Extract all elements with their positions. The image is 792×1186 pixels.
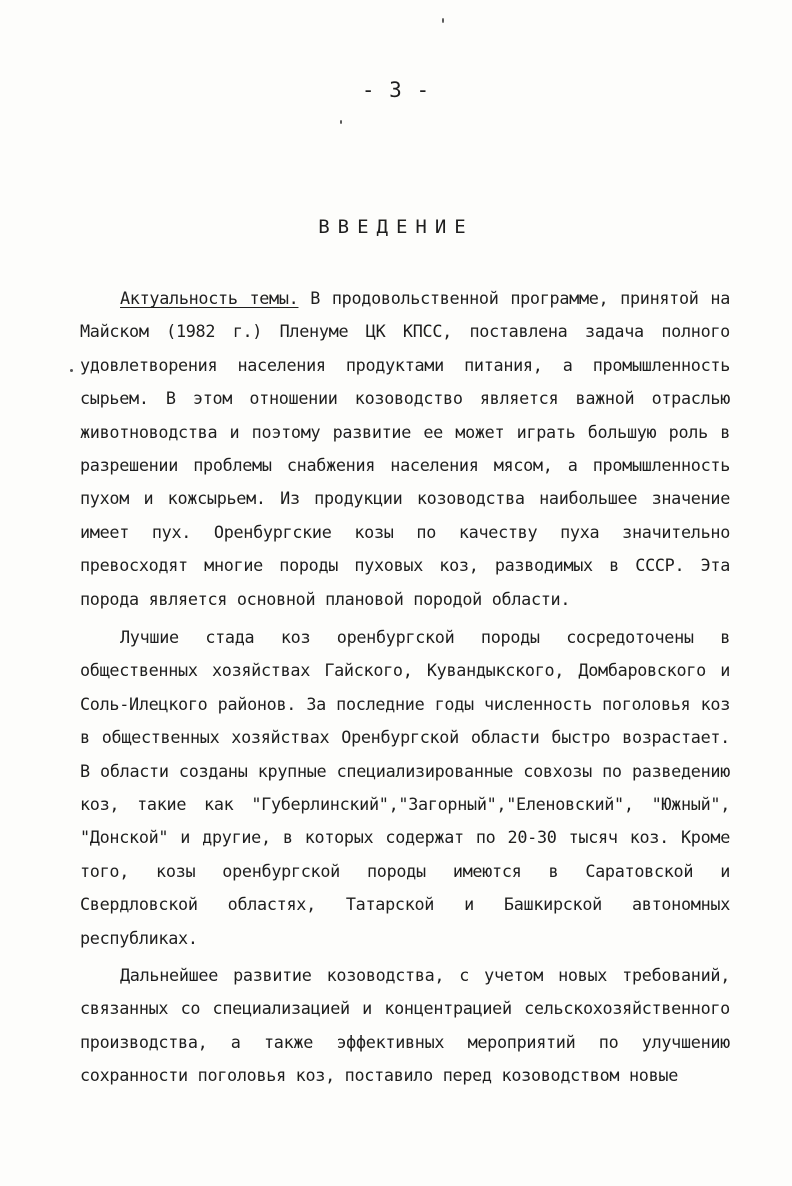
paragraph-development <box>80 959 730 1093</box>
scan-speck <box>70 369 73 372</box>
paragraph-text: Лучшие стада коз оренбургской породы сосредоточены в общественных хозяйствах Гайского, Кувандыкского, Домбаровского и Соль-Илецкого районов. За последние годы численность поголовья коз в общественных хозяйствах Оренбургской области быстро возрастает. В области созданы крупные специализированные совхозы по разведению коз, такие как "Губерлинский","Загорный","Еленовский", "Южный", "Донской" и другие, в которых содержат по 20-30 тысяч коз. Кроме того, козы оренбургской породы имеются в Саратовской и Свердловской областях, Татарской и Башкирской автономных республиках. <box>80 627 730 948</box>
paragraph-text: В продовольственной программе, принятой на Майском (1982 г.) Пленуме ЦК КПСС, поставлена задача полного удовлетворения населения продуктами питания, а промышленность сырьем. В этом отношении козоводство является важной отраслью животноводства и поэтому развитие ее может играть большую роль в разрешении проблемы снабжения населения мясом, а промышленность пухом и кожсырьем. Из продукции козоводства наибольшее значение имеет пух. Оренбургские козы по качеству пуха значительно превосходят многие породы пуховых коз, разводимых в СССР. Эта порода является основной плановой породой области. <box>80 288 730 609</box>
scan-speck <box>340 120 342 124</box>
paragraph-relevance <box>80 282 730 616</box>
page-number: - 3 - <box>361 78 431 102</box>
scan-speck <box>442 18 444 23</box>
paragraph-text: Дальнейшее развитие козоводства, с учетом новых требований, связанных со специализацией и концентрацией сельскохозяйственного производства, а также эффективных мероприятий по улучшению сохранности поголовья коз, поставило перед козоводством новые <box>80 965 730 1086</box>
paragraph-herds <box>80 621 730 955</box>
section-lead-underlined: Актуальность темы. <box>120 288 299 308</box>
page-title: ВВЕДЕНИЕ <box>318 216 474 238</box>
